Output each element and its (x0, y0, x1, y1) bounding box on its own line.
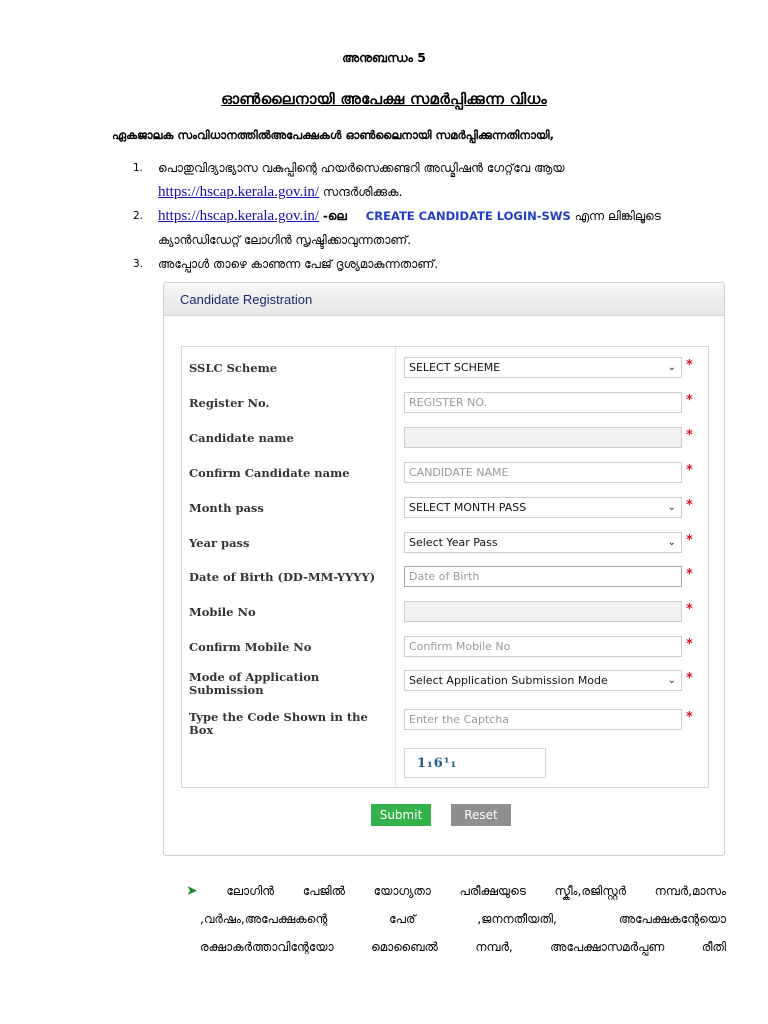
mobile-no-label: Mobile No (189, 605, 256, 619)
captcha-image: 1₁6¹₁ (404, 748, 546, 778)
column-divider (395, 347, 396, 787)
required-mark: * (686, 498, 693, 513)
page-title: ഓൺലൈനായി അപേക്ഷ സമർപ്പിക്കുന്ന വിധം (221, 90, 547, 108)
submit-button[interactable]: Submit (371, 804, 431, 826)
confirm-mobile-no-input[interactable]: Confirm Mobile No (404, 636, 682, 657)
create-login-link-text: CREATE CANDIDATE LOGIN-SWS (365, 209, 571, 223)
hscap-link[interactable]: https://hscap.kerala.gov.in/ (158, 184, 320, 200)
confirm-candidate-name-input[interactable]: CANDIDATE NAME (404, 462, 682, 483)
required-mark: * (686, 671, 693, 686)
year-pass-label: Year pass (189, 536, 250, 550)
dob-input[interactable]: Date of Birth (404, 566, 682, 587)
bottom-line-2: ,വർഷം,അപേക്ഷകന്റെ പേര് ,ജനനതീയതി, അപേക്ഷകന്റേയൊ (200, 912, 726, 926)
required-mark: * (686, 428, 693, 443)
required-mark: * (686, 567, 693, 582)
bottom-paragraph (186, 877, 726, 961)
appendix-label: അനുബന്ധം 5 (342, 50, 426, 65)
intro-text: ഏകജാലക സംവിധാനത്തിൽഅപേക്ഷകൾ ഓൺലൈനായി സമർപ്പിക്കുന്നതിനായി, (112, 128, 555, 142)
required-mark: * (686, 710, 693, 725)
required-mark: * (686, 637, 693, 652)
registration-form (181, 346, 709, 788)
confirm-candidate-name-label: Confirm Candidate name (189, 466, 350, 480)
reset-button[interactable]: Reset (451, 804, 511, 826)
step-text: സന്ദർശിക്കുക. (322, 185, 403, 199)
select-value: SELECT MONTH PASS (409, 501, 527, 514)
step-number: 2. (133, 210, 144, 222)
submission-mode-label: Mode of Application Submission (189, 670, 320, 697)
year-pass-select[interactable] (404, 532, 682, 553)
step-text: എന്ന ലിങ്കിലൂടെ (574, 209, 661, 223)
submission-mode-select[interactable] (404, 670, 682, 691)
sslc-scheme-select[interactable] (404, 357, 682, 378)
captcha-input[interactable]: Enter the Captcha (404, 709, 682, 730)
required-mark: * (686, 533, 693, 548)
month-pass-label: Month pass (189, 501, 264, 515)
step-3 (133, 252, 725, 276)
required-mark: * (686, 393, 693, 408)
arrowhead-bullet-icon: ➤ (186, 883, 198, 899)
step-1 (133, 156, 725, 204)
chevron-down-icon: ⌄ (667, 675, 676, 686)
select-value: SELECT SCHEME (409, 361, 501, 374)
select-value: Select Year Pass (409, 536, 498, 549)
step-2 (133, 204, 725, 252)
step-text: അപ്പോൾ താഴെ കാണുന്ന പേജ് ദൃശ്യമാകുന്നതാണ്. (158, 257, 439, 271)
step-number: 1. (133, 162, 144, 174)
step-number: 3. (133, 258, 144, 270)
step-text: ക്യാൻഡിഡേറ്റ് ലോഗിൻ സൃഷ്ടിക്കാവുന്നതാണ്. (158, 233, 412, 247)
candidate-name-input[interactable] (404, 427, 682, 448)
candidate-name-label: Candidate name (189, 431, 294, 445)
required-mark: * (686, 358, 693, 373)
steps-list (133, 156, 725, 276)
chevron-down-icon: ⌄ (667, 502, 676, 513)
registration-panel (163, 282, 725, 856)
month-pass-select[interactable] (404, 497, 682, 518)
select-value: Select Application Submission Mode (409, 674, 608, 687)
panel-header (164, 283, 724, 316)
required-mark: * (686, 602, 693, 617)
sslc-scheme-label: SSLC Scheme (189, 361, 278, 375)
dob-label: Date of Birth (DD-MM-YYYY) (189, 570, 376, 584)
register-no-input[interactable]: REGISTER NO. (404, 392, 682, 413)
bottom-line-1 (186, 877, 726, 905)
chevron-down-icon: ⌄ (667, 537, 676, 548)
required-mark: * (686, 463, 693, 478)
confirm-mobile-no-label: Confirm Mobile No (189, 640, 312, 654)
chevron-down-icon: ⌄ (667, 362, 676, 373)
step-text: പൊതുവിദ്യാഭ്യാസ വകുപ്പിന്റെ ഹയർസെക്കണ്ടറി അഡ്മിഷൻ ഗേറ്റ്‌വേ ആയ (158, 161, 565, 175)
bottom-line-3: രക്ഷാകർത്താവിന്റേയോ മൊബൈൽ നമ്പർ, അപേക്ഷാസമർപ്പണ രീതി (200, 940, 726, 954)
mobile-no-input[interactable] (404, 601, 682, 622)
step-text: -ലെ (322, 209, 347, 223)
bottom-text: ലോഗിൻ പേജിൽ യോഗ്യതാ പരീക്ഷയുടെ സ്കീം,രജിസ്റ്റർ നമ്പർ,മാസം (226, 884, 726, 898)
panel-title: Candidate Registration (180, 292, 313, 307)
hscap-link[interactable]: https://hscap.kerala.gov.in/ (158, 208, 320, 224)
register-no-label: Register No. (189, 396, 270, 410)
captcha-label: Type the Code Shown in the Box (189, 710, 368, 737)
